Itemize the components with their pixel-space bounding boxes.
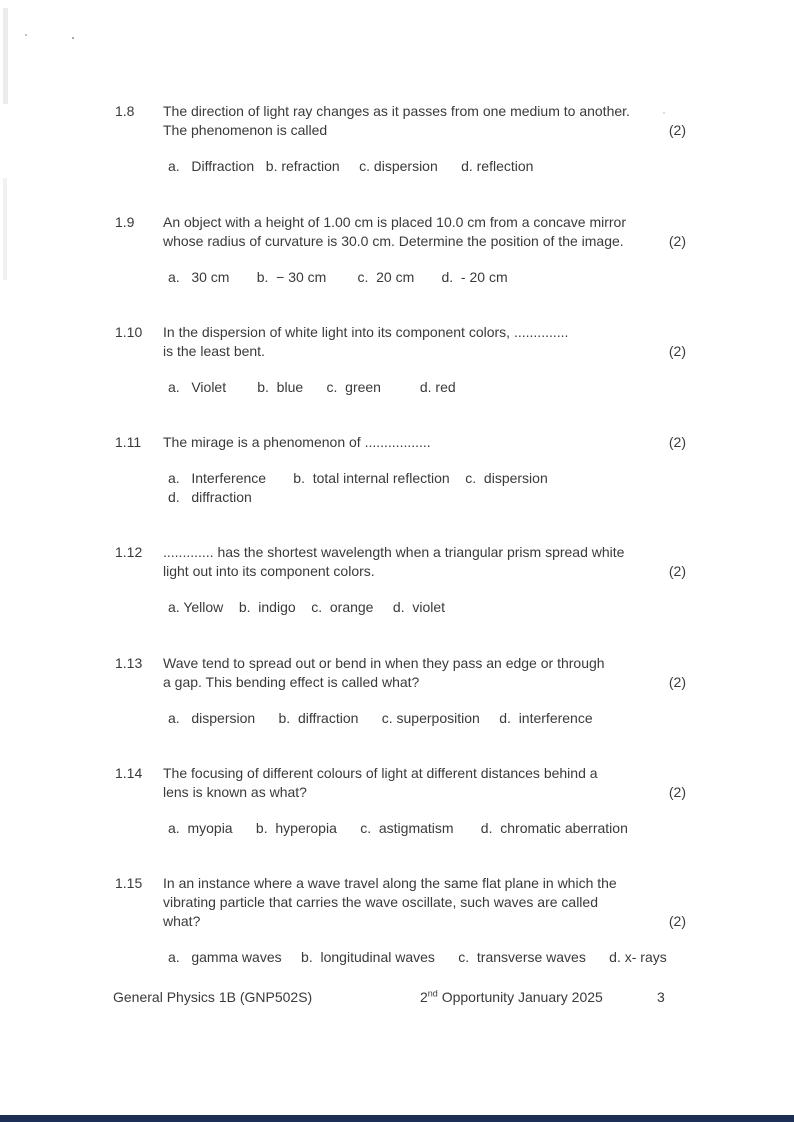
question-text: The phenomenon is called (163, 122, 328, 138)
question-text-line (115, 562, 686, 581)
options-group (115, 469, 686, 507)
question-text-line (115, 543, 686, 562)
question-number: 1.10 (115, 324, 143, 340)
question-1-13 (115, 654, 686, 728)
options-line: a. dispersion b. diffraction c. superposition d. interference (168, 710, 593, 726)
question-text-line (115, 232, 686, 251)
marks-label: (2) (668, 563, 686, 579)
question-1-14 (115, 764, 686, 838)
question-text: vibrating particle that carries the wave oscillate, such waves are called (163, 894, 598, 910)
question-text-line (115, 213, 686, 232)
options-line: a. Yellow b. indigo c. orange d. violet (168, 599, 446, 615)
question-text-line (115, 102, 686, 121)
question-1-8 (115, 102, 686, 176)
footer-ordinal-suffix: nd (427, 988, 438, 999)
question-1-15 (115, 874, 686, 967)
question-text: light out into its component colors. (163, 563, 375, 579)
options-line: a. Interference b. total internal reflection c. dispersion (168, 470, 548, 486)
question-text: ............. has the shortest wavelength when a triangular prism spread white (163, 544, 625, 560)
question-number: 1.9 (115, 214, 135, 230)
options-line: a. myopia b. hyperopia c. astigmatism d. chromatic aberration (168, 820, 628, 836)
marks-label: (2) (668, 233, 686, 249)
page-number: 3 (657, 989, 665, 1005)
question-text: what? (163, 913, 201, 929)
scan-artifact-strip (3, 8, 8, 104)
options-group (115, 268, 686, 287)
question-text-line (115, 654, 686, 673)
question-text-line (115, 433, 686, 452)
question-text-line (115, 783, 686, 802)
marks-label: (2) (668, 122, 686, 138)
options-group (115, 378, 686, 397)
options-line: d. diffraction (168, 489, 252, 505)
question-text: a gap. This bending effect is called what? (163, 674, 420, 690)
question-text: The focusing of different colours of light at different distances behind a (163, 765, 598, 781)
footer-session-number: 2 (420, 989, 428, 1005)
question-text-line (115, 893, 686, 912)
question-text-line (115, 673, 686, 692)
page-footer (0, 988, 794, 1008)
question-text-line (115, 121, 686, 140)
question-text-line (115, 342, 686, 361)
footer-session-text: Opportunity January 2025 (437, 989, 603, 1005)
question-text: In the dispersion of white light into its component colors, .............. (163, 324, 569, 340)
question-text: Wave tend to spread out or bend in when they pass an edge or through (163, 655, 605, 671)
question-text: lens is known as what? (163, 784, 307, 800)
question-1-10 (115, 323, 686, 397)
scan-artifact-dot (72, 37, 74, 39)
scan-artifact-dot (25, 34, 27, 36)
question-text-line (115, 912, 686, 931)
footer-course-title: General Physics 1B (GNP502S) (113, 989, 313, 1005)
options-line: a. gamma waves b. longitudinal waves c. transverse waves d. x- rays (168, 949, 667, 965)
question-number: 1.12 (115, 544, 143, 560)
question-text: whose radius of curvature is 30.0 cm. Determine the position of the image. (163, 233, 624, 249)
marks-label: (2) (668, 434, 686, 450)
marks-label: (2) (668, 913, 686, 929)
question-text: The direction of light ray changes as it passes from one medium to another. (163, 103, 630, 119)
question-number: 1.15 (115, 875, 143, 891)
options-line: a. Violet b. blue c. green d. red (168, 379, 456, 395)
question-text: In an instance where a wave travel along the same flat plane in which the (163, 875, 617, 891)
question-number: 1.13 (115, 655, 143, 671)
options-group (115, 819, 686, 838)
question-1-12 (115, 543, 686, 617)
question-text-line (115, 874, 686, 893)
options-group (115, 709, 686, 728)
options-line: a. 30 cm b. − 30 cm c. 20 cm d. - 20 cm (168, 269, 508, 285)
question-text-line (115, 323, 686, 342)
question-number: 1.8 (115, 103, 135, 119)
options-line: a. Diffraction b. refraction c. dispersion d. reflection (168, 158, 534, 174)
question-text: The mirage is a phenomenon of ................. (163, 434, 431, 450)
question-text: An object with a height of 1.00 cm is placed 10.0 cm from a concave mirror (163, 214, 626, 230)
question-1-11 (115, 433, 686, 507)
question-number: 1.11 (115, 434, 142, 450)
scan-artifact-strip (3, 178, 7, 280)
question-number: 1.14 (115, 765, 143, 781)
options-group (115, 948, 686, 967)
question-text: is the least bent. (163, 343, 265, 359)
scan-bottom-bar (0, 1115, 794, 1122)
options-group (115, 598, 686, 617)
question-text-line (115, 764, 686, 783)
marks-label: (2) (668, 343, 686, 359)
footer-exam-session (420, 988, 603, 1007)
marks-label: (2) (668, 784, 686, 800)
options-group (115, 157, 686, 176)
question-1-9 (115, 213, 686, 287)
marks-label: (2) (668, 674, 686, 690)
